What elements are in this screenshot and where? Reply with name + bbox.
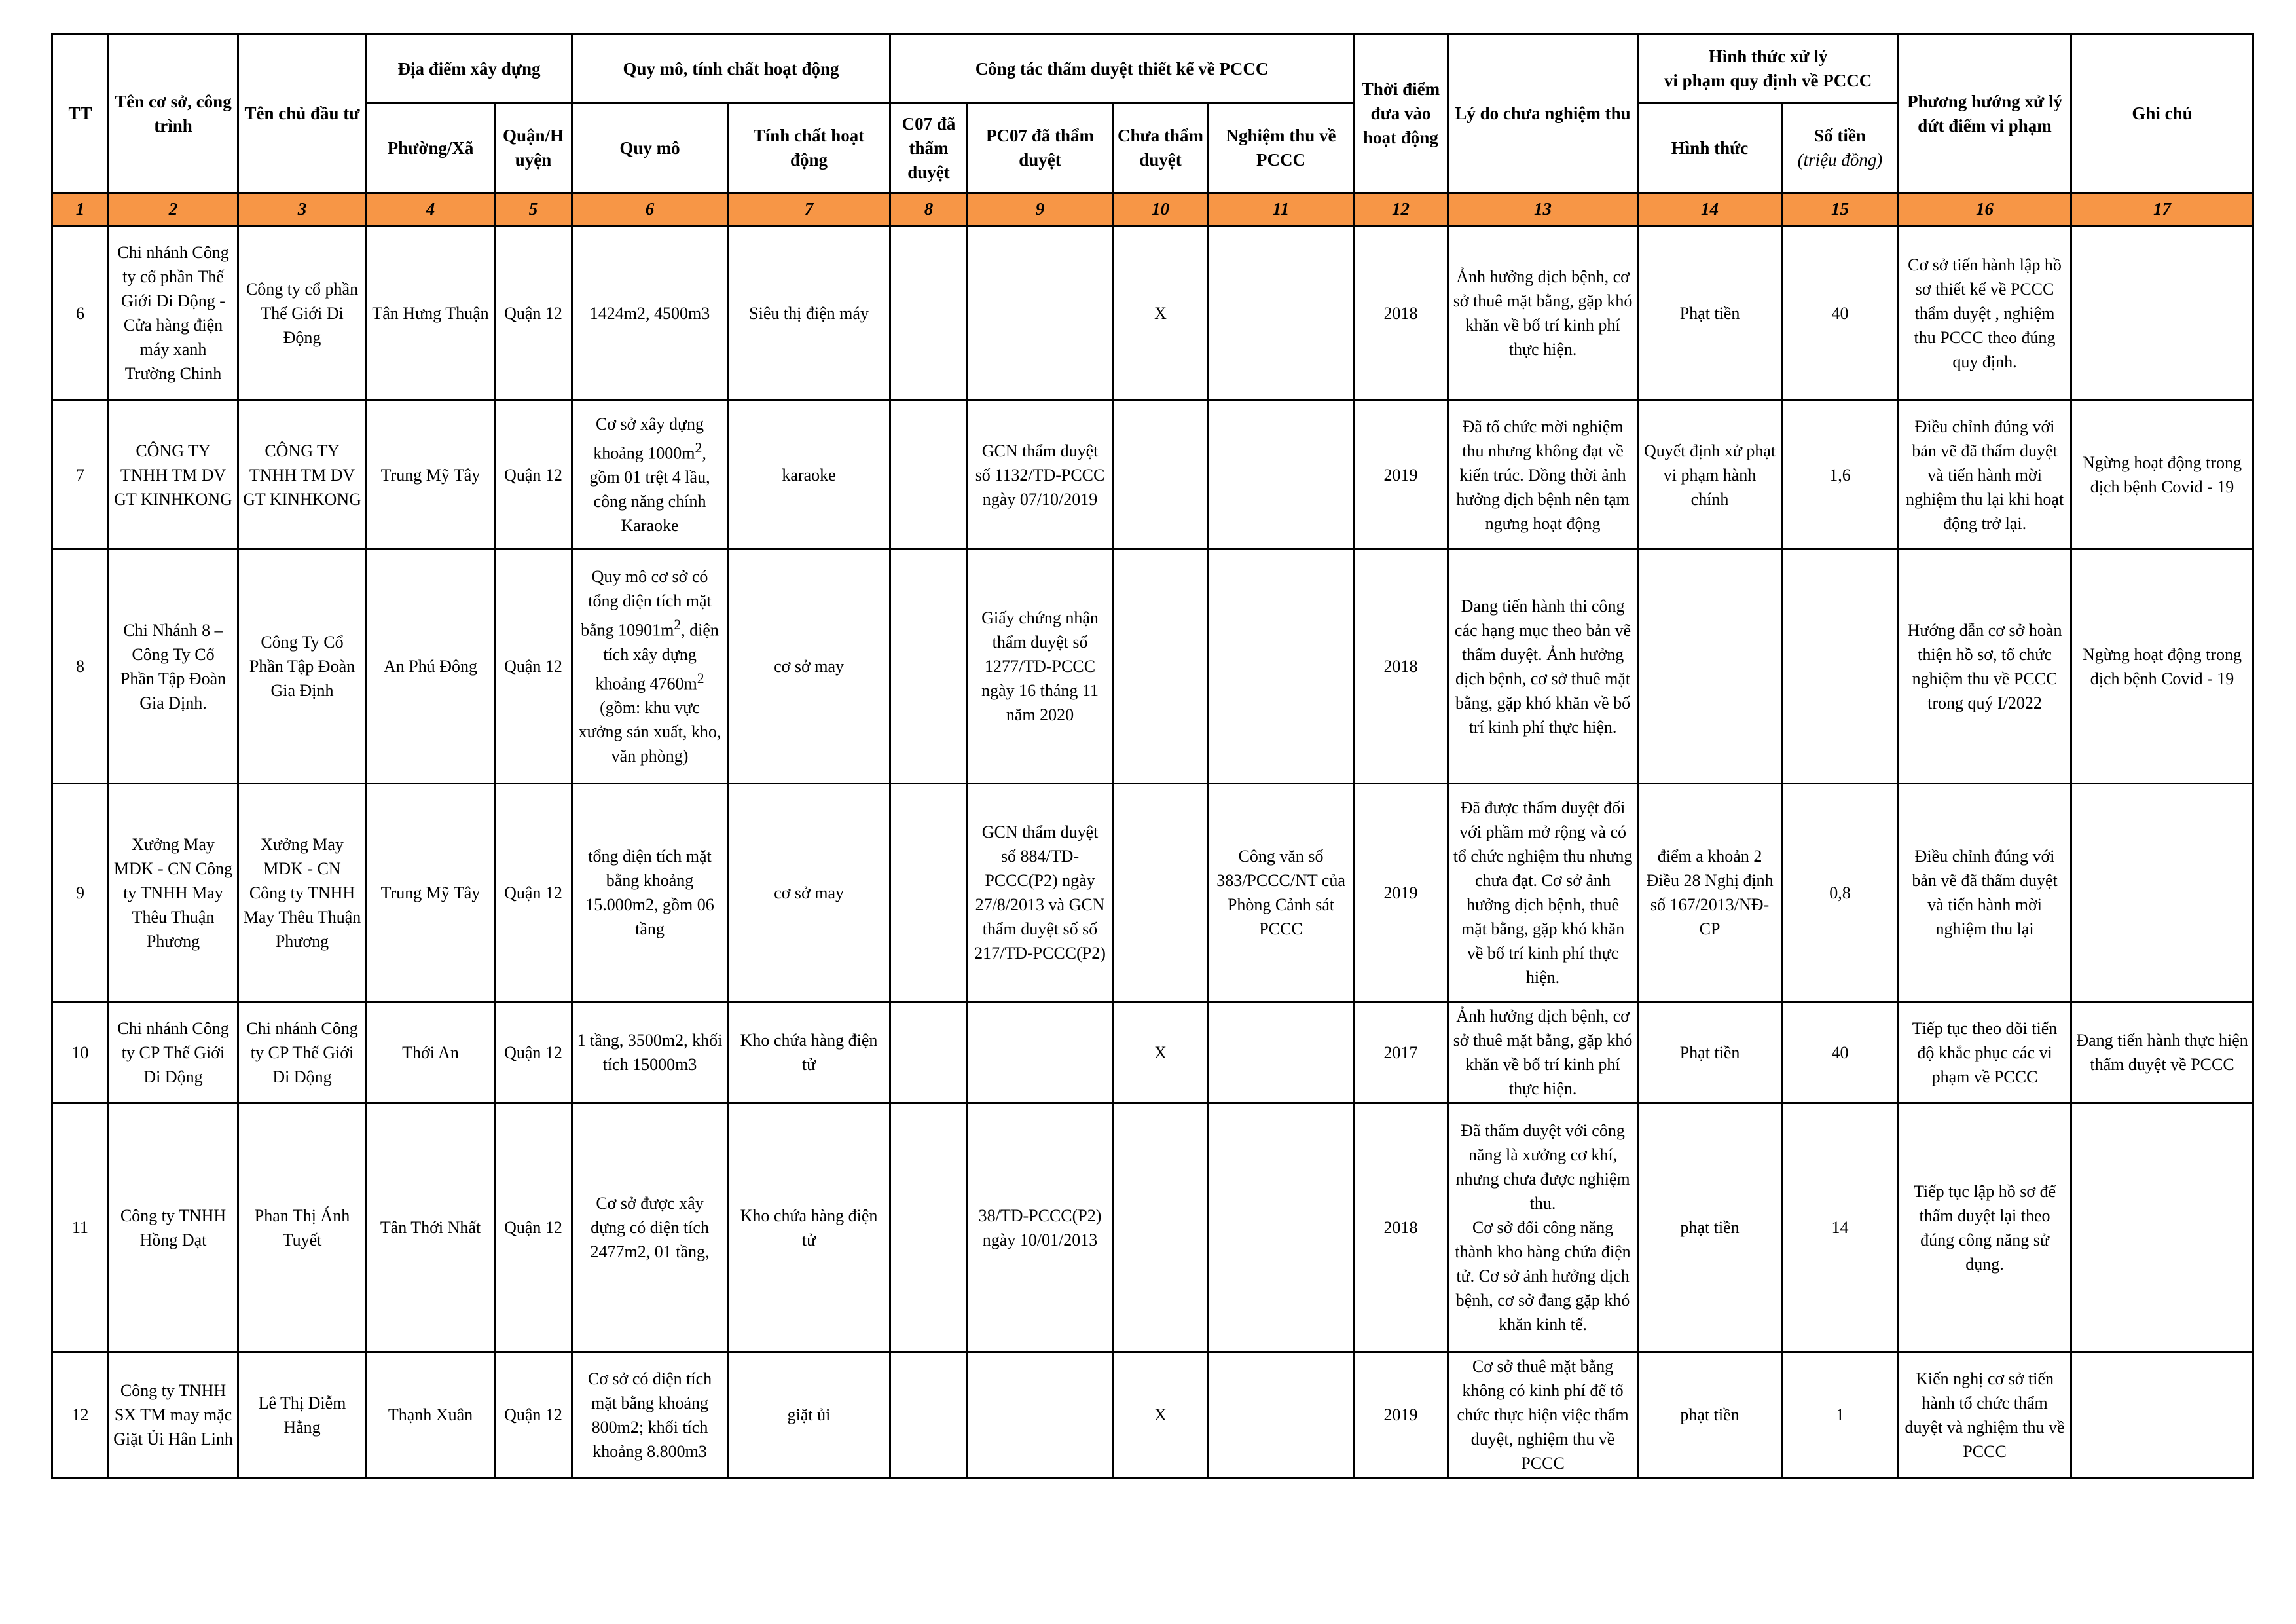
cell-ly-do: Đang tiến hành thi công các hạng mục theo bản vẽ thẩm duyệt. Ảnh hưởng dịch bệnh, cơ sở thuê mặt bằng, gặp khó khăn về bố trí kinh phí thực hiện. bbox=[1448, 549, 1638, 784]
cell-chu-dau-tu: Lê Thị Diễm Hằng bbox=[238, 1352, 367, 1478]
table-row bbox=[52, 784, 2253, 1002]
table-row bbox=[52, 401, 2253, 549]
cell-quan: Quận 12 bbox=[495, 784, 572, 1002]
column-number: 3 bbox=[238, 193, 367, 226]
cell-tinh-chat: Siêu thị điện máy bbox=[728, 226, 890, 401]
quy-mo-text-b: , gồm 01 trệt 4 lầu, công năng chính Karaoke bbox=[589, 443, 710, 536]
cell-so-tien: 1,6 bbox=[1782, 401, 1899, 549]
cell-pc07 bbox=[968, 226, 1113, 401]
cell-nghiem-thu: Công văn số 383/PCCC/NT của Phòng Cảnh sát PCCC bbox=[1209, 784, 1354, 1002]
cell-quy-mo: Cơ sở có diện tích mặt bằng khoảng 800m2; khối tích khoảng 8.800m3 bbox=[572, 1352, 728, 1478]
cell-c07 bbox=[890, 1103, 968, 1352]
quy-mo-text-a: Quy mô cơ sở có tổng diện tích mặt bằng 10901m bbox=[581, 566, 712, 640]
cell-ly-do bbox=[1448, 1103, 1638, 1352]
column-number-row bbox=[52, 193, 2253, 226]
cell-ghi-chu: Ngừng hoạt động trong dịch bệnh Covid - 19 bbox=[2071, 549, 2253, 784]
column-number: 11 bbox=[1209, 193, 1354, 226]
cell-phuong: Thới An bbox=[367, 1002, 495, 1103]
cell-ghi-chu: Đang tiến hành thực hiện thẩm duyệt về PCCC bbox=[2071, 1002, 2253, 1103]
column-number: 8 bbox=[890, 193, 968, 226]
header-ghi-chu: Ghi chú bbox=[2071, 35, 2253, 193]
cell-thoi-diem: 2018 bbox=[1354, 1103, 1448, 1352]
cell-ten-co-so: Chi nhánh Công ty CP Thế Giới Di Động bbox=[109, 1002, 238, 1103]
superscript-2: 2 bbox=[697, 670, 704, 686]
header-ten-co-so: Tên cơ sở, công trình bbox=[109, 35, 238, 193]
cell-ten-co-so: Xưởng May MDK - CN Công ty TNHH May Thêu Thuận Phương bbox=[109, 784, 238, 1002]
cell-chu-dau-tu: Chi nhánh Công ty CP Thế Giới Di Động bbox=[238, 1002, 367, 1103]
cell-quan: Quận 12 bbox=[495, 1352, 572, 1478]
cell-phuong-huong: Cơ sở tiến hành lập hồ sơ thiết kế về PCCC thẩm duyệt , nghiệm thu PCCC theo đúng quy định. bbox=[1899, 226, 2071, 401]
cell-tinh-chat: cơ sở may bbox=[728, 549, 890, 784]
header-so-tien-unit: (triệu đồng) bbox=[1797, 150, 1883, 170]
cell-pc07 bbox=[968, 1002, 1113, 1103]
cell-nghiem-thu bbox=[1209, 401, 1354, 549]
cell-c07 bbox=[890, 401, 968, 549]
cell-nghiem-thu bbox=[1209, 1002, 1354, 1103]
cell-pc07: GCN thẩm duyệt số 884/TD-PCCC(P2) ngày 27/8/2013 và GCN thẩm duyệt số số 217/TD-PCCC(P2) bbox=[968, 784, 1113, 1002]
cell-so-tien bbox=[1782, 549, 1899, 784]
cell-hinh-thuc: Phạt tiền bbox=[1638, 226, 1782, 401]
superscript-2: 2 bbox=[695, 439, 702, 456]
cell-chua-tham-duyet bbox=[1113, 1103, 1209, 1352]
column-number: 12 bbox=[1354, 193, 1448, 226]
header-quy-mo-tinh-chat: Quy mô, tính chất hoạt động bbox=[572, 35, 890, 103]
cell-ly-do: Ảnh hưởng dịch bệnh, cơ sở thuê mặt bằng, gặp khó khăn về bố trí kinh phí thực hiện. bbox=[1448, 1002, 1638, 1103]
cell-phuong-huong: Điều chỉnh đúng với bản vẽ đã thẩm duyệt và tiến hành mời nghiệm thu lại khi hoạt động trở lại. bbox=[1899, 401, 2071, 549]
column-number: 16 bbox=[1899, 193, 2071, 226]
cell-so-tien: 0,8 bbox=[1782, 784, 1899, 1002]
header-dia-diem: Địa điểm xây dựng bbox=[367, 35, 572, 103]
cell-c07 bbox=[890, 1352, 968, 1478]
header-nghiem-thu: Nghiệm thu về PCCC bbox=[1209, 103, 1354, 193]
column-number: 7 bbox=[728, 193, 890, 226]
cell-thoi-diem: 2019 bbox=[1354, 784, 1448, 1002]
header-pc07: PC07 đã thẩm duyệt bbox=[968, 103, 1113, 193]
cell-phuong-huong: Tiếp tục theo dõi tiến độ khắc phục các vi phạm về PCCC bbox=[1899, 1002, 2071, 1103]
cell-ten-co-so: Chi nhánh Công ty cổ phần Thế Giới Di Động - Cửa hàng điện máy xanh Trường Chinh bbox=[109, 226, 238, 401]
header-quan-huyen: Quận/Huyện bbox=[495, 103, 572, 193]
header-phuong-huong: Phương hướng xử lý dứt điểm vi phạm bbox=[1899, 35, 2071, 193]
cell-phuong-huong: Hướng dẫn cơ sở hoàn thiện hồ sơ, tổ chức nghiệm thu về PCCC trong quý I/2022 bbox=[1899, 549, 2071, 784]
table-row bbox=[52, 1352, 2253, 1478]
cell-ten-co-so: Công ty TNHH Hồng Đạt bbox=[109, 1103, 238, 1352]
header-thoi-diem: Thời điểm đưa vào hoạt động bbox=[1354, 35, 1448, 193]
column-number: 5 bbox=[495, 193, 572, 226]
quy-mo-text-a: Cơ sở xây dựng khoảng 1000m bbox=[593, 414, 704, 463]
cell-quy-mo: tổng diện tích mặt bằng khoảng 15.000m2, gồm 06 tầng bbox=[572, 784, 728, 1002]
cell-hinh-thuc: điểm a khoản 2 Điều 28 Nghị định số 167/2013/NĐ-CP bbox=[1638, 784, 1782, 1002]
cell-quan: Quận 12 bbox=[495, 1002, 572, 1103]
cell-hinh-thuc: Quyết định xử phạt vi phạm hành chính bbox=[1638, 401, 1782, 549]
cell-tt: 12 bbox=[52, 1352, 109, 1478]
cell-chua-tham-duyet: X bbox=[1113, 1002, 1209, 1103]
header-quy-mo: Quy mô bbox=[572, 103, 728, 193]
cell-nghiem-thu bbox=[1209, 1103, 1354, 1352]
cell-c07 bbox=[890, 549, 968, 784]
cell-pc07: 38/TD-PCCC(P2) ngày 10/01/2013 bbox=[968, 1103, 1113, 1352]
column-number: 6 bbox=[572, 193, 728, 226]
cell-ly-do: Đã tổ chức mời nghiệm thu nhưng không đạt về kiến trúc. Đồng thời ảnh hưởng dịch bệnh nên tạm ngưng hoạt động bbox=[1448, 401, 1638, 549]
cell-tt: 10 bbox=[52, 1002, 109, 1103]
cell-tinh-chat: Kho chứa hàng điện tử bbox=[728, 1002, 890, 1103]
cell-phuong: Tân Thới Nhất bbox=[367, 1103, 495, 1352]
cell-tt: 9 bbox=[52, 784, 109, 1002]
table-row bbox=[52, 549, 2253, 784]
cell-chu-dau-tu: Công Ty Cổ Phần Tập Đoàn Gia Định bbox=[238, 549, 367, 784]
cell-ghi-chu: Ngừng hoạt động trong dịch bệnh Covid - 19 bbox=[2071, 401, 2253, 549]
cell-pc07 bbox=[968, 1352, 1113, 1478]
column-number: 10 bbox=[1113, 193, 1209, 226]
cell-ly-do: Ảnh hưởng dịch bệnh, cơ sở thuê mặt bằng, gặp khó khăn về bố trí kinh phí thực hiện. bbox=[1448, 226, 1638, 401]
cell-ly-do: Đã được thẩm duyệt đối với phầm mở rộng và có tổ chức nghiệm thu nhưng chưa đạt. Cơ sở ảnh hưởng dịch bệnh, thuê mặt bằng, gặp khó khăn về bố trí kinh phí thực hiện. bbox=[1448, 784, 1638, 1002]
cell-quan: Quận 12 bbox=[495, 226, 572, 401]
column-number: 17 bbox=[2071, 193, 2253, 226]
cell-quy-mo: Cơ sở được xây dựng có diện tích 2477m2, 01 tầng, bbox=[572, 1103, 728, 1352]
cell-quan: Quận 12 bbox=[495, 401, 572, 549]
table-row bbox=[52, 1103, 2253, 1352]
cell-nghiem-thu bbox=[1209, 226, 1354, 401]
cell-c07 bbox=[890, 226, 968, 401]
cell-so-tien: 1 bbox=[1782, 1352, 1899, 1478]
header-hinh-thuc-xu-ly-line2: vi phạm quy định về PCCC bbox=[1664, 71, 1872, 90]
cell-tinh-chat: Kho chứa hàng điện tử bbox=[728, 1103, 890, 1352]
cell-ghi-chu bbox=[2071, 226, 2253, 401]
column-number: 14 bbox=[1638, 193, 1782, 226]
table-row bbox=[52, 1002, 2253, 1103]
header-ten-chu-dau-tu: Tên chủ đầu tư bbox=[238, 35, 367, 193]
cell-nghiem-thu bbox=[1209, 1352, 1354, 1478]
cell-quan: Quận 12 bbox=[495, 1103, 572, 1352]
cell-phuong: Trung Mỹ Tây bbox=[367, 401, 495, 549]
cell-tt: 8 bbox=[52, 549, 109, 784]
cell-thoi-diem: 2017 bbox=[1354, 1002, 1448, 1103]
cell-c07 bbox=[890, 1002, 968, 1103]
header-c07: C07 đã thẩm duyệt bbox=[890, 103, 968, 193]
ly-do-paragraph-2: Cơ sở đổi công năng thành kho hàng chứa điện tử. Cơ sở ảnh hưởng dịch bệnh, cơ sở đang gặp khó khăn kinh tế. bbox=[1455, 1218, 1631, 1334]
header-row-1 bbox=[52, 35, 2253, 103]
cell-phuong-huong: Tiếp tục lập hồ sơ để thẩm duyệt lại theo đúng công năng sử dụng. bbox=[1899, 1103, 2071, 1352]
cell-quy-mo bbox=[572, 549, 728, 784]
cell-thoi-diem: 2019 bbox=[1354, 401, 1448, 549]
cell-quan: Quận 12 bbox=[495, 549, 572, 784]
cell-chua-tham-duyet bbox=[1113, 784, 1209, 1002]
cell-tinh-chat: cơ sở may bbox=[728, 784, 890, 1002]
header-hinh-thuc-xu-ly-line1: Hình thức xử lý bbox=[1708, 46, 1828, 66]
cell-phuong: Trung Mỹ Tây bbox=[367, 784, 495, 1002]
column-number: 4 bbox=[367, 193, 495, 226]
header-so-tien-label: Số tiền bbox=[1814, 126, 1866, 145]
cell-ghi-chu bbox=[2071, 784, 2253, 1002]
cell-hinh-thuc bbox=[1638, 549, 1782, 784]
cell-pc07: GCN thẩm duyệt số 1132/TD-PCCC ngày 07/10/2019 bbox=[968, 401, 1113, 549]
cell-phuong-huong: Điều chỉnh đúng với bản vẽ đã thẩm duyệt và tiến hành mời nghiệm thu lại bbox=[1899, 784, 2071, 1002]
header-hinh-thuc: Hình thức bbox=[1638, 103, 1782, 193]
header-phuong-xa: Phường/Xã bbox=[367, 103, 495, 193]
header-chua-tham-duyet: Chưa thẩm duyệt bbox=[1113, 103, 1209, 193]
header-tt: TT bbox=[52, 35, 109, 193]
ly-do-paragraph-1: Đã thẩm duyệt với công năng là xưởng cơ khí, nhưng chưa được nghiệm thu. bbox=[1455, 1121, 1630, 1213]
cell-ten-co-so: Công ty TNHH SX TM may mặc Giặt Ủi Hân Linh bbox=[109, 1352, 238, 1478]
column-number: 2 bbox=[109, 193, 238, 226]
cell-quy-mo: 1424m2, 4500m3 bbox=[572, 226, 728, 401]
cell-c07 bbox=[890, 784, 968, 1002]
header-tham-duyet: Công tác thẩm duyệt thiết kế về PCCC bbox=[890, 35, 1354, 103]
cell-tinh-chat: karaoke bbox=[728, 401, 890, 549]
cell-quy-mo bbox=[572, 401, 728, 549]
header-ly-do: Lý do chưa nghiệm thu bbox=[1448, 35, 1638, 193]
cell-chua-tham-duyet bbox=[1113, 549, 1209, 784]
table-row bbox=[52, 226, 2253, 401]
cell-chu-dau-tu: Xưởng May MDK - CN Công ty TNHH May Thêu Thuận Phương bbox=[238, 784, 367, 1002]
cell-chu-dau-tu: Phan Thị Ánh Tuyết bbox=[238, 1103, 367, 1352]
pccc-inspection-table bbox=[51, 33, 2254, 1479]
cell-so-tien: 40 bbox=[1782, 1002, 1899, 1103]
cell-ten-co-so: CÔNG TY TNHH TM DV GT KINHKONG bbox=[109, 401, 238, 549]
cell-phuong-huong: Kiến nghị cơ sở tiến hành tổ chức thẩm duyệt và nghiệm thu về PCCC bbox=[1899, 1352, 2071, 1478]
cell-tt: 7 bbox=[52, 401, 109, 549]
quy-mo-text-b: , diện tích xây dựng khoảng 4760m bbox=[595, 620, 719, 693]
column-number: 1 bbox=[52, 193, 109, 226]
cell-phuong: An Phú Đông bbox=[367, 549, 495, 784]
column-number: 9 bbox=[968, 193, 1113, 226]
cell-hinh-thuc: phạt tiền bbox=[1638, 1103, 1782, 1352]
cell-ghi-chu bbox=[2071, 1103, 2253, 1352]
cell-so-tien: 14 bbox=[1782, 1103, 1899, 1352]
quy-mo-text-c: (gồm: khu vực xưởng sản xuất, kho, văn phòng) bbox=[578, 698, 721, 766]
cell-ly-do: Cơ sở thuê mặt bằng không có kinh phí để tổ chức thực hiện việc thẩm duyệt, nghiệm thu về PCCC bbox=[1448, 1352, 1638, 1478]
column-number: 13 bbox=[1448, 193, 1638, 226]
cell-chua-tham-duyet: X bbox=[1113, 1352, 1209, 1478]
cell-nghiem-thu bbox=[1209, 549, 1354, 784]
cell-quy-mo: 1 tầng, 3500m2, khối tích 15000m3 bbox=[572, 1002, 728, 1103]
header-hinh-thuc-xu-ly bbox=[1638, 35, 1899, 103]
cell-chua-tham-duyet bbox=[1113, 401, 1209, 549]
cell-thoi-diem: 2018 bbox=[1354, 549, 1448, 784]
header-tinh-chat: Tính chất hoạt động bbox=[728, 103, 890, 193]
column-number: 15 bbox=[1782, 193, 1899, 226]
cell-tinh-chat: giặt ủi bbox=[728, 1352, 890, 1478]
cell-ghi-chu bbox=[2071, 1352, 2253, 1478]
cell-chu-dau-tu: Công ty cổ phần Thế Giới Di Động bbox=[238, 226, 367, 401]
cell-hinh-thuc: phạt tiền bbox=[1638, 1352, 1782, 1478]
cell-thoi-diem: 2018 bbox=[1354, 226, 1448, 401]
header-so-tien bbox=[1782, 103, 1899, 193]
cell-tt: 6 bbox=[52, 226, 109, 401]
cell-phuong: Thạnh Xuân bbox=[367, 1352, 495, 1478]
superscript-2: 2 bbox=[674, 616, 682, 633]
cell-thoi-diem: 2019 bbox=[1354, 1352, 1448, 1478]
cell-tt: 11 bbox=[52, 1103, 109, 1352]
cell-ten-co-so: Chi Nhánh 8 – Công Ty Cổ Phần Tập Đoàn Gia Định. bbox=[109, 549, 238, 784]
cell-hinh-thuc: Phạt tiền bbox=[1638, 1002, 1782, 1103]
cell-chua-tham-duyet: X bbox=[1113, 226, 1209, 401]
cell-pc07: Giấy chứng nhận thẩm duyệt số 1277/TD-PCCC ngày 16 tháng 11 năm 2020 bbox=[968, 549, 1113, 784]
cell-chu-dau-tu: CÔNG TY TNHH TM DV GT KINHKONG bbox=[238, 401, 367, 549]
cell-so-tien: 40 bbox=[1782, 226, 1899, 401]
cell-phuong: Tân Hưng Thuận bbox=[367, 226, 495, 401]
